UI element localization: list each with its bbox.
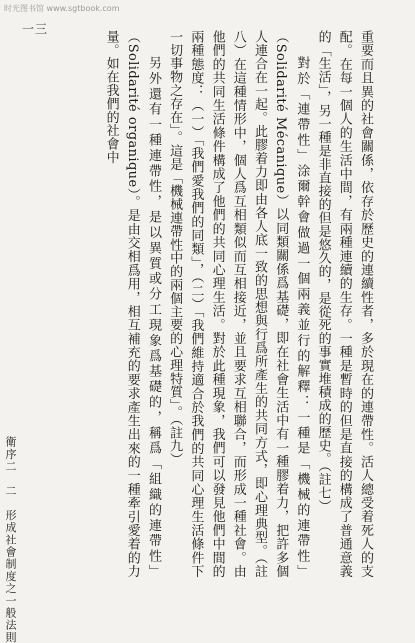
body-text [18,30,376,578]
page-number: 一三 [22,22,49,36]
paragraph: 重要而且異的社會關係，依存於歷史的連續性者，多於現在的連帶性。活人總受着死人的支配。在每一個人的生活中間，有兩種連續的生存。一種是暫時的但是直接的構成了普通意義的「生活」，另一種是非直接的但是悠久的，是從死的事實堆積成的歷史。（註七） [315,30,373,578]
paragraph: 另外還有一種連帶性，是以異質或分工現象爲基礎的，稱爲「組織的連帶性」（Solidarité organique）。是由交相爲用，相互補充的要求產生出來的一種牽引愛着的力量。如在我們的社會中 [103,30,161,578]
running-footer: 衛序二 二 形成社會制度之一般法則 [4,436,17,643]
paragraph: 對於「連帶性」涂爾幹會做過一個兩義並行的解釋：一種是「機械的連帶性」（Solidarité Mécanique）以同類關係爲基礎，即在社會生活中有一種膠着力，把許多個人連合在一起。此膠着力即由各人底一致的思想與行爲所產生的共同方式，即心理典型。（註八）在這種情形中，個人爲互相類似而互相接近，並且要求互相聯合，而形成一種社會。由他們的共同生活條件構成了他們的共同心理生活。對於此種現象，我們可以發見他們中間的兩種態度：（一）「我們愛我們的同類」，（二）「我們維持適合於我們的共同心理生活條件下一切事物之存在」。這是「機械連帶性中的兩個主要的心理特質」。（註九） [167,30,310,578]
watermark-text: 时光图书馆 www.sgtbook.com [4,4,120,13]
